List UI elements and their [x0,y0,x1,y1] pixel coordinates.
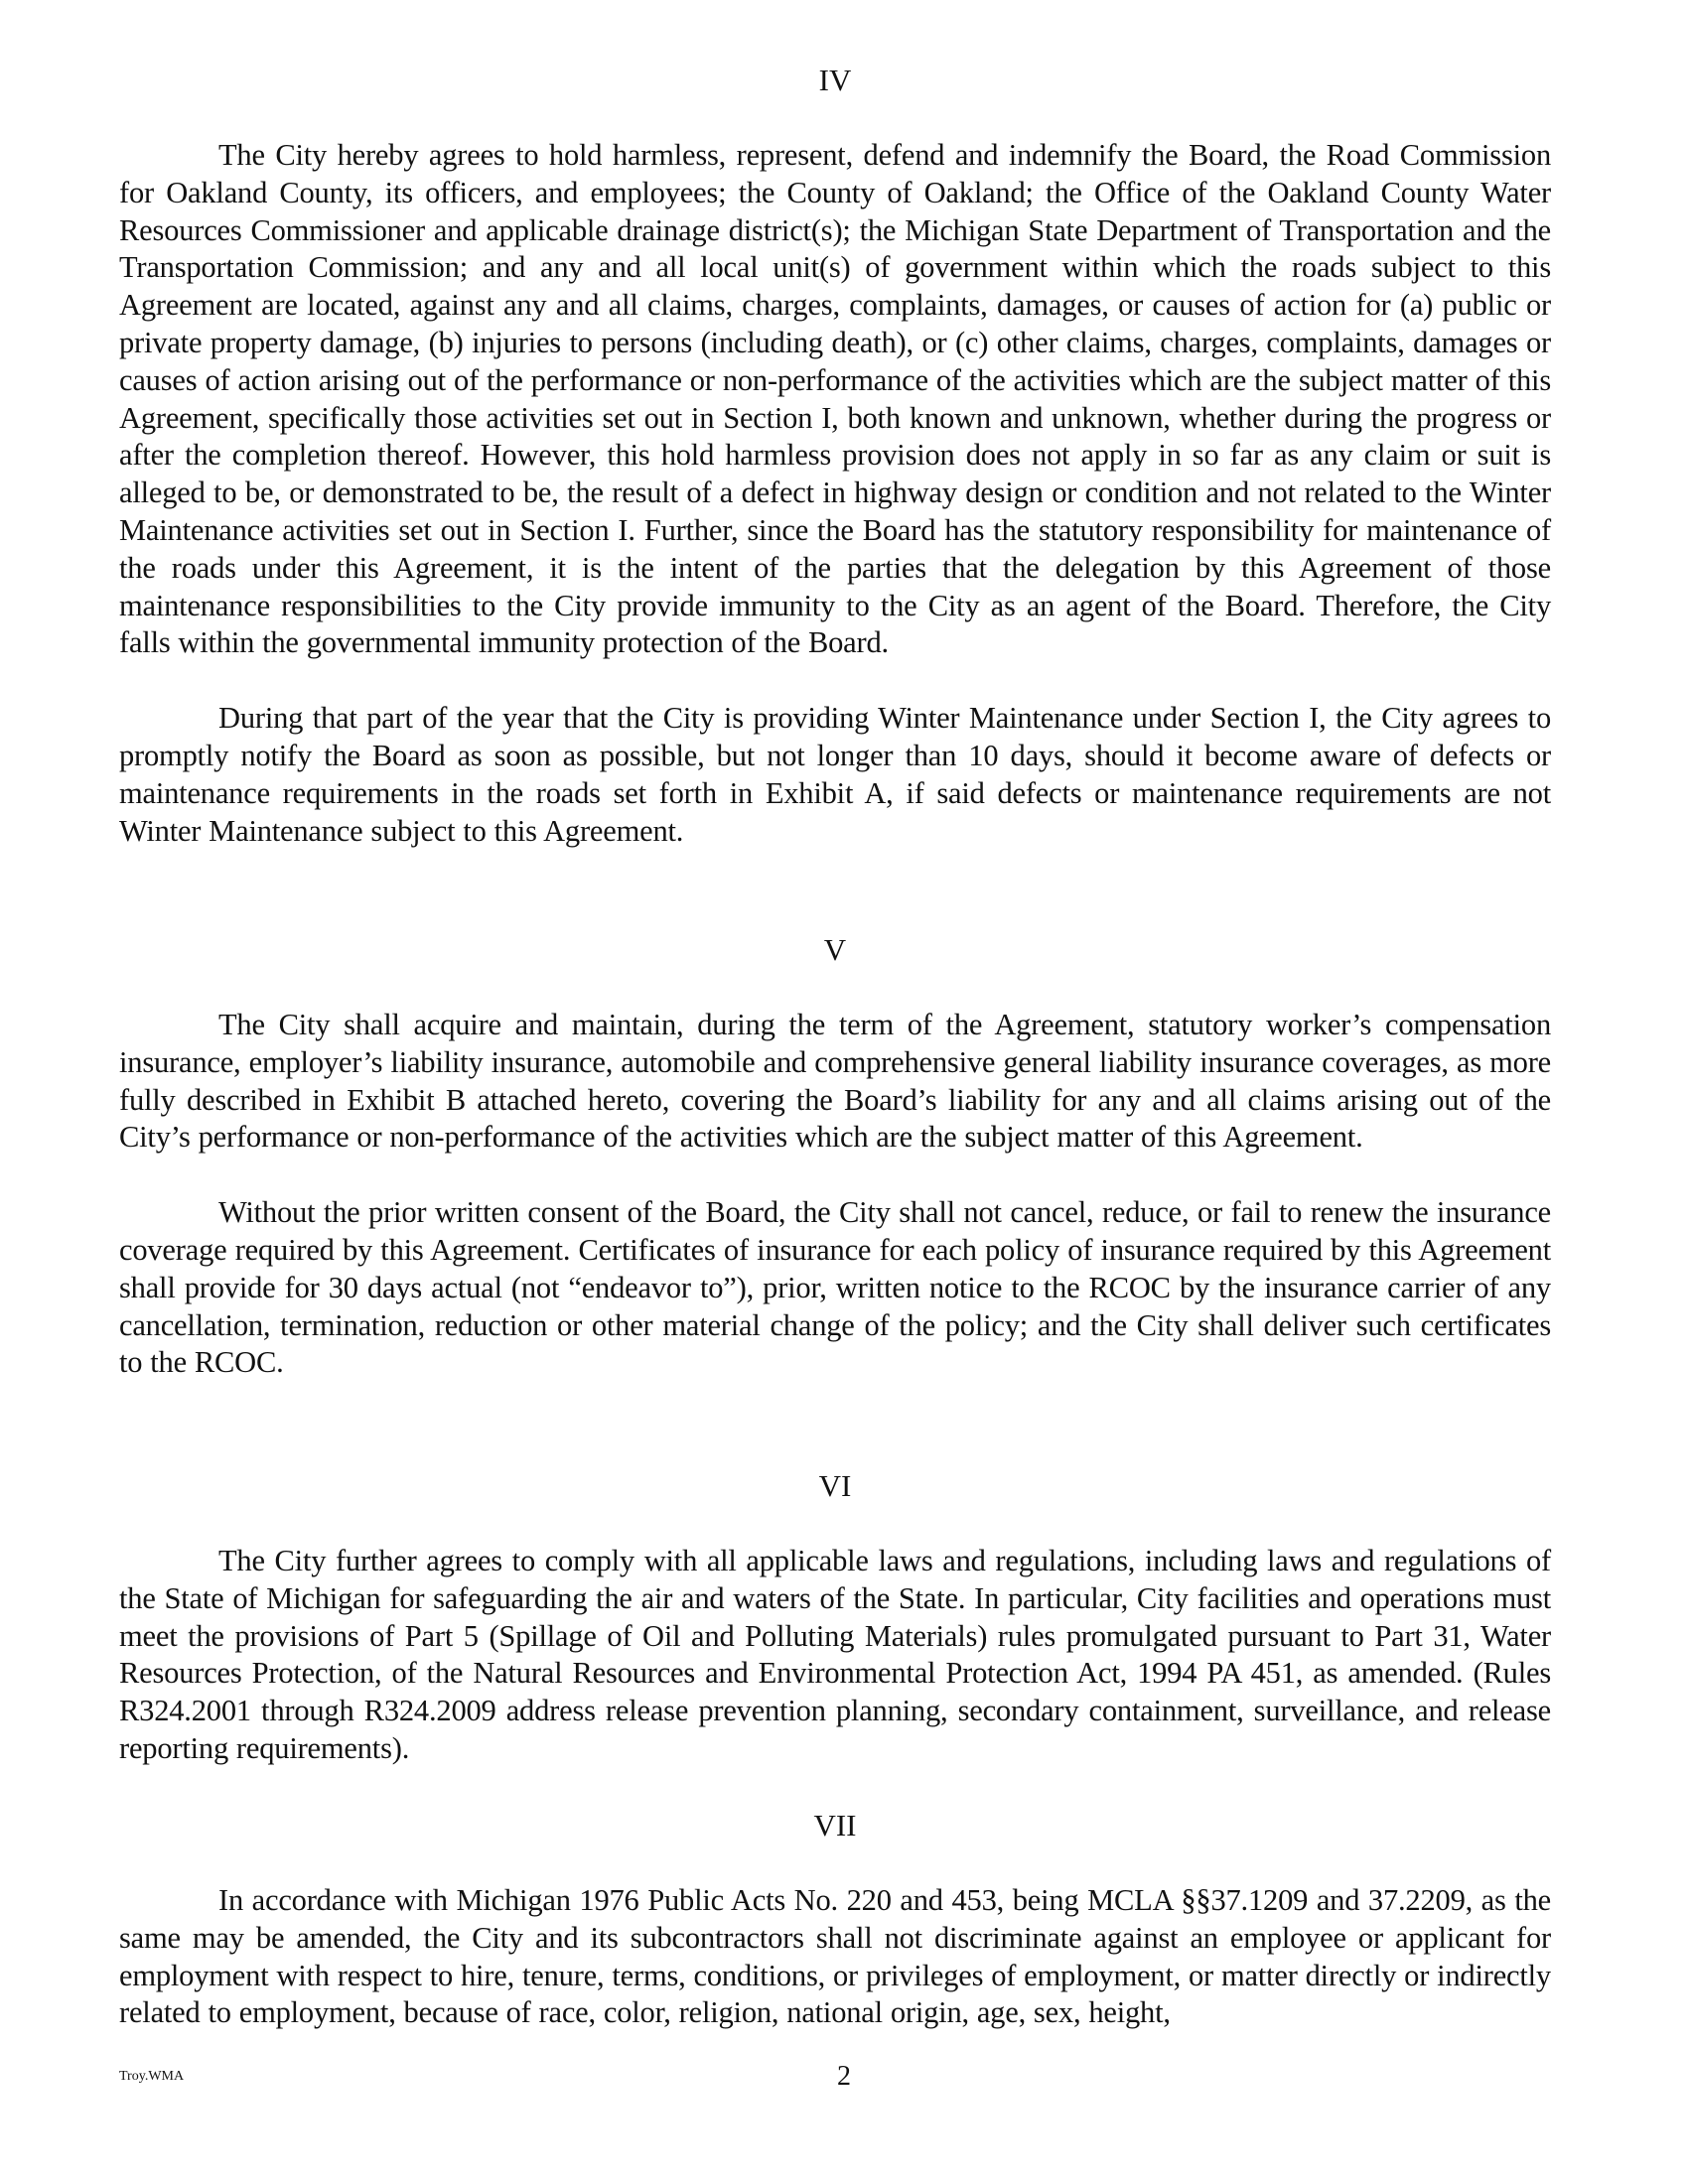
paragraph: The City further agrees to comply with all applicable laws and regulations, including laws and regulations of the State of Michigan for safeguarding the air and waters of the State. In particular, City facilities and operations must meet the provisions of Part 5 (Spillage of Oil and Polluting Materials) rules promulgated pursuant to Part 31, Water Resources Protection, of the Natural Resources and Environmental Protection Act, 1994 PA 451, as amended. (Rules R324.2001 through R324.2009 address release prevention planning, secondary containment, surveillance, and release reporting requirements). [119,1544,1551,1765]
page-number: 2 [837,2061,851,2092]
section-heading: IV [818,63,852,97]
paragraph: During that part of the year that the City is providing Winter Maintenance under Section I, the City agrees to promptly notify the Board as soon as possible, but not longer than 10 days, should it become aware of defects or maintenance requirements in the roads set forth in Exhibit A, if said defects or maintenance requirements are not Winter Maintenance subject to this Agreement. [119,701,1551,848]
footer-doc-id: Troy.WMA [119,2069,185,2084]
paragraph: Without the prior written consent of the Board, the City shall not cancel, reduce, or fail to renew the insurance coverage required by this Agreement. Certificates of insurance for each policy of insurance required by this Agreement shall provide for 30 days actual (not “endeavor to”), prior, written notice to the RCOC by the insurance carrier of any cancellation, termination, reduction or other material change of the policy; and the City shall deliver such certificates to the RCOC. [119,1195,1551,1380]
paragraph: In accordance with Michigan 1976 Public Acts No. 220 and 453, being MCLA §§37.1209 and 37.2209, as the same may be amended, the City and its subcontractors shall not discriminate against an employee or applicant for employment with respect to hire, tenure, terms, conditions, or privileges of employment, or matter directly or indirectly related to employment, because of race, color, religion, national origin, age, sex, height, [119,1883,1551,2030]
paragraph: The City shall acquire and maintain, during the term of the Agreement, statutory worker’s compensation insurance, employer’s liability insurance, automobile and comprehensive general liability insurance coverages, as more fully described in Exhibit B attached hereto, covering the Board’s liability for any and all claims arising out of the City’s performance or non-performance of the activities which are the subject matter of this Agreement. [119,1008,1551,1155]
section-vii [119,1807,1551,2032]
section-iv [119,62,1551,850]
paragraph: The City hereby agrees to hold harmless, represent, defend and indemnify the Board, the Road Commission for Oakland County, its officers, and employees; the County of Oakland; the Office of the Oakland County Water Resources Commissioner and applicable drainage district(s); the Michigan State Department of Transportation and the Transportation Commission; and any and all local unit(s) of government within which the roads subject to this Agreement are located, against any and all claims, charges, complaints, damages, or causes of action for (a) public or private property damage, (b) injuries to persons (including death), or (c) other claims, charges, complaints, damages or causes of action arising out of the performance or non-performance of the activities which are the subject matter of this Agreement, specifically those activities set out in Section I, both known and unknown, whether during the progress or after the completion thereof. However, this hold harmless provision does not apply in so far as any claim or suit is alleged to be, or demonstrated to be, the result of a defect in highway design or condition and not related to the Winter Maintenance activities set out in Section I. Further, since the Board has the statutory responsibility for maintenance of the roads under this Agreement, it is the intent of the parties that the delegation by this Agreement of those maintenance responsibilities to the City provide immunity to the City as an agent of the Board. Therefore, the City falls within the governmental immunity protection of the Board. [119,138,1551,660]
section-heading: V [823,932,847,967]
section-heading: VII [813,1808,857,1843]
section-vi [119,1467,1551,1768]
section-heading: VI [818,1468,852,1503]
section-v [119,931,1551,1382]
